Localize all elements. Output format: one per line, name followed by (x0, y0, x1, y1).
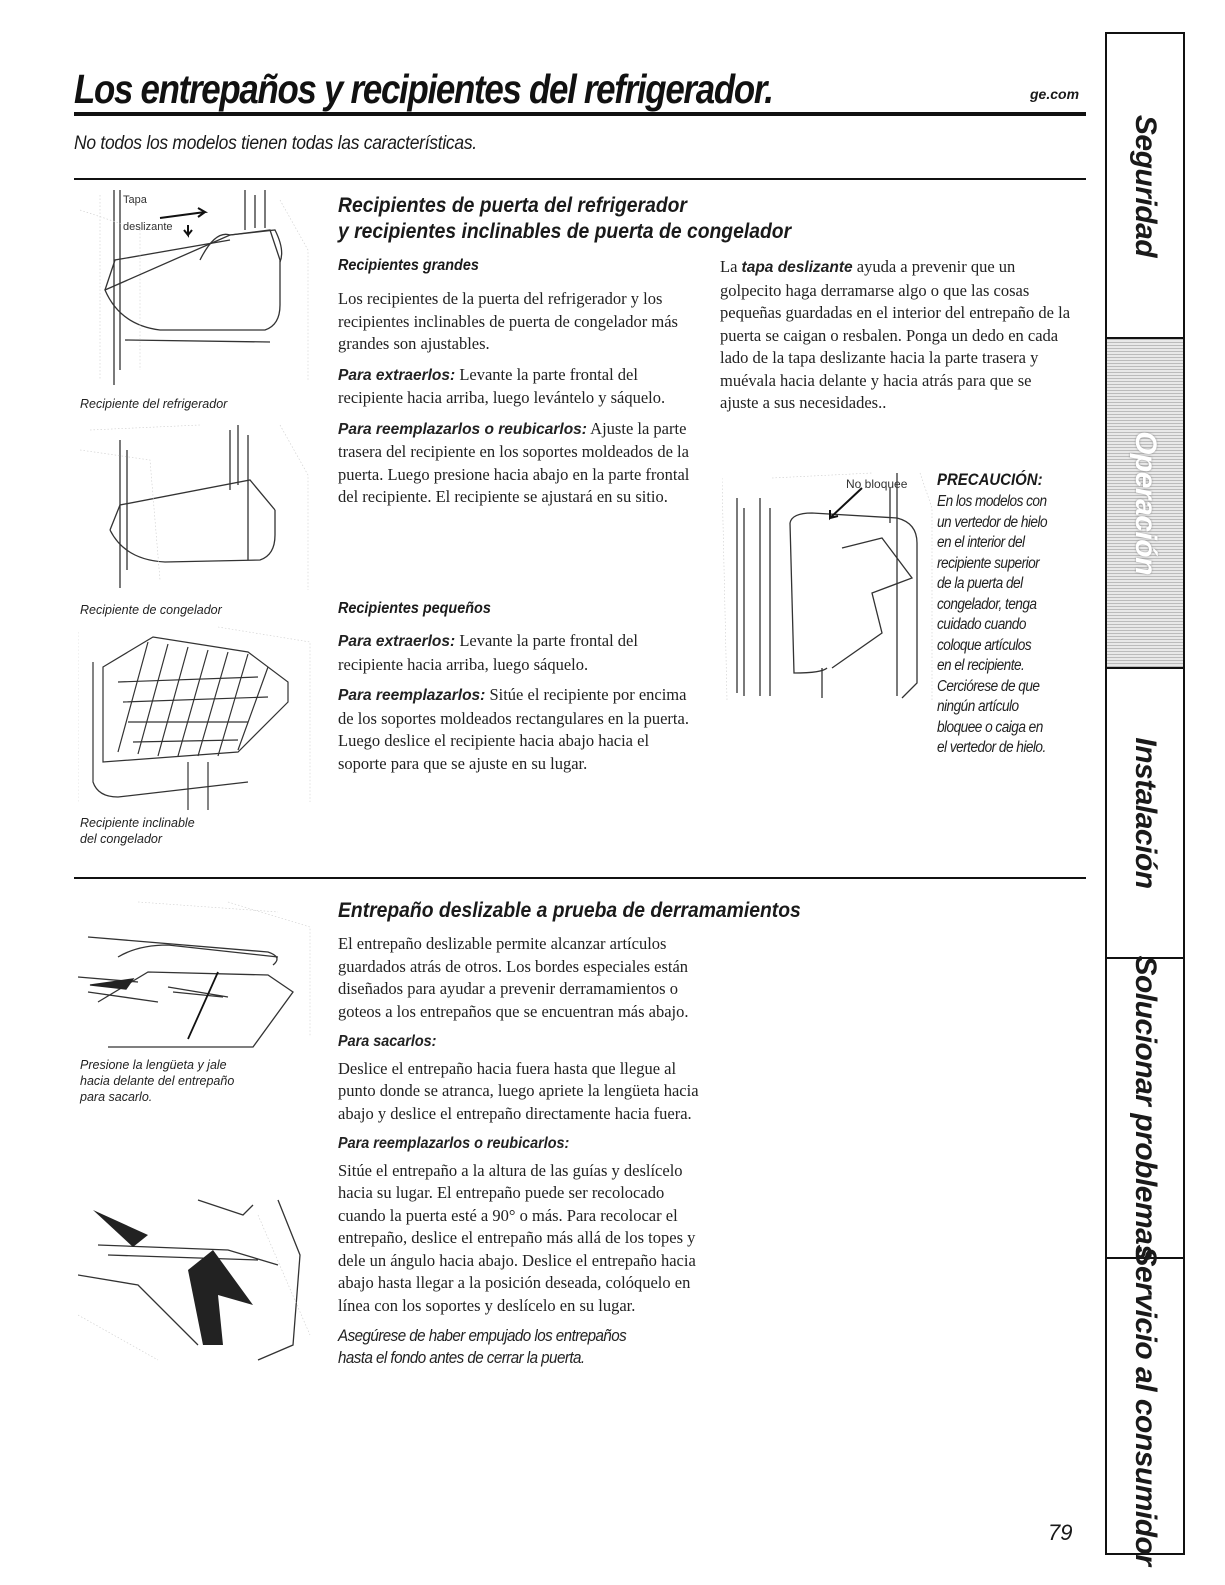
caption-line: Presione la lengüeta y jale (80, 1058, 227, 1072)
large-bins-replace (338, 418, 690, 509)
remove-heading: Para sacarlos: (338, 1033, 437, 1050)
large-replace-text: Ajuste la parte trasera del recipiente en los soportes moldeados de la puerta. Luego presione hacia abajo en la parte frontal del recipiente. El recipiente se ajustará en su sitio. (338, 418, 690, 506)
freezer-bin-illustration (80, 420, 310, 595)
section2-intro: El entrepaño deslizable permite alcanzar artículos guardados atrás de otros. Los bordes especiales están diseñados para ayudar a prevenir derramamientos o goteos a los entrepaños que se encuentran más abajo. (338, 934, 689, 1021)
caption-tilt-bin-line2: del congelador (80, 832, 163, 846)
caution-line: Cerciórese de que (937, 677, 1040, 695)
small-bins-replace (338, 684, 698, 775)
caution-block (937, 470, 1087, 759)
tab-label: Instalación (1129, 737, 1162, 889)
large-bins-remove (338, 364, 690, 410)
shelf-removal-illustration (78, 897, 313, 1057)
large-bins-text (338, 288, 690, 517)
caution-line: cuidado cuando (937, 616, 1026, 633)
tab-label: Seguridad (1129, 114, 1162, 257)
ice-dispenser-illustration (722, 468, 934, 706)
caution-line: ningún artículo (937, 698, 1019, 715)
caution-line: En los modelos con (937, 493, 1047, 510)
note-line: hasta el fondo antes de cerrar la puerta. (338, 1349, 585, 1367)
tab-label: Operación (1129, 431, 1162, 575)
caption-line: para sacarlo. (80, 1090, 153, 1104)
caution-line: bloquee o caiga en (937, 718, 1043, 736)
caption-refrigerator-bin: Recipiente del refrigerador (80, 397, 228, 411)
sliding-cover-prefix: La (720, 257, 742, 276)
caution-line: congelador, tenga (937, 595, 1037, 613)
small-bins-remove (338, 630, 698, 676)
remove-text: Deslice el entrepaño hacia fuera hasta que llegue al punto donde se atranca, luego apriete la lengüeta hacia abajo y deslice el entrepaño directamente hacia fuera. (338, 1058, 699, 1123)
sliding-cover-text (720, 256, 1070, 423)
caption-tilt-bin (80, 815, 195, 847)
page-number: 79 (1048, 1520, 1073, 1545)
section1-heading-line1: Recipientes de puerta del refrigerador (338, 194, 687, 217)
tab-solucionar-problemas[interactable] (1107, 955, 1183, 1261)
caution-line: en el recipiente. (937, 657, 1025, 674)
site-url: ge.com (1030, 86, 1080, 102)
small-replace-label: Para reemplazarlos: (338, 687, 486, 704)
caution-line: recipiente superior (937, 554, 1040, 572)
section1-heading-line2: y recipientes inclinables de puerta de congelador (338, 220, 792, 243)
page-title: Los entrepaños y recipientes del refrigerador. (74, 66, 773, 112)
caution-line: un vertedor de hielo (937, 513, 1048, 531)
shelf-replace-illustration (78, 1195, 313, 1365)
tab-seguridad[interactable] (1107, 34, 1183, 339)
note-line: Asegúrese de haber empujado los entrepaños (338, 1327, 627, 1345)
small-bins-text (338, 630, 698, 783)
small-bins-heading: Recipientes pequeños (338, 600, 491, 617)
small-replace-text: Sitúe el recipiente por encima de los soportes moldeados rectangulares en la puerta. Luego deslice el recipiente hacia abajo hacia el soporte para que se ajuste en su lugar. (338, 685, 689, 773)
replace-heading: Para reemplazarlos o reubicarlos: (338, 1135, 570, 1152)
section2-rule (74, 877, 1086, 879)
section2-text (338, 933, 703, 1369)
caution-line: coloque artículos (937, 636, 1032, 654)
section1-rule (74, 178, 1086, 180)
caption-shelf-removal (80, 1057, 280, 1105)
title-rule (74, 112, 1086, 116)
caption-line: hacia delante del entrepaño (80, 1074, 235, 1088)
small-remove-text: Levante la parte frontal del recipiente hacia arriba, luego sáquelo. (338, 631, 638, 674)
tab-instalacion[interactable] (1107, 669, 1183, 959)
label-no-bloquee: No bloquee (846, 477, 908, 491)
tab-label: Solucionar problemas (1129, 955, 1162, 1261)
caption-tilt-bin-line1: Recipiente inclinable (80, 816, 195, 830)
large-remove-text: Levante la parte frontal del recipiente hacia arriba, luego levántelo y sáquelo. (338, 364, 666, 407)
large-bins-intro: Los recipientes de la puerta del refrigerador y los recipientes inclinables de puerta de congelador más grandes son ajustables. (338, 289, 678, 353)
caption-freezer-bin: Recipiente de congelador (80, 603, 222, 617)
caution-line: de la puerta del (937, 575, 1023, 592)
section2-heading: Entrepaño deslizable a prueba de derramamientos (338, 899, 801, 922)
caution-heading: PRECAUCIÓN: (937, 470, 1043, 489)
sliding-cover-body: ayuda a prevenir que un golpecito haga derramarse algo o que las cosas pequeñas guardadas en el interior del entrepaño de la puerta se caigan o resbalen. Ponga un dedo en cada lado de la tapa deslizante hacia la parte trasera y muévala hacia delante y hacia atrás para que se ajuste a sus necesidades.. (720, 257, 1071, 412)
sliding-cover-label: tapa deslizante (741, 259, 853, 276)
section2-note (338, 1325, 674, 1369)
replace-text: Sitúe el entrepaño a la altura de las guías y deslícelo hacia su lugar. El entrepaño puede ser recolocado cuando la puerta esté a 90° o más. Para recolocar el entrepaño, deslice el entrepaño más allá de los topes y dele un ángulo hacia abajo. Deslice el entrepaño hacia abajo hasta llegar a la posición deseada, colóquelo en línea con los soportes y deslícelo en su lugar. (338, 1160, 696, 1315)
label-tapa: Tapa (123, 194, 147, 206)
caution-line: en el interior del (937, 534, 1025, 551)
side-tabs (1105, 32, 1185, 1566)
tab-label: Servicio al consumidor (1129, 1246, 1162, 1566)
page-subtitle: No todos los modelos tienen todas las características. (74, 133, 477, 154)
caution-lines (937, 492, 1087, 759)
label-deslizante: deslizante (123, 221, 173, 233)
large-replace-label: Para reemplazarlos o reubicarlos: (338, 420, 587, 438)
tilt-bin-illustration (78, 622, 313, 812)
large-bins-heading: Recipientes grandes (338, 257, 479, 274)
large-remove-label: Para extraerlos: (338, 366, 456, 384)
refrigerator-bin-illustration (80, 190, 310, 390)
tab-operacion[interactable] (1107, 339, 1183, 669)
small-remove-label: Para extraerlos: (338, 633, 456, 650)
tab-servicio-consumidor[interactable] (1107, 1246, 1183, 1566)
caution-line: el vertedor de hielo. (937, 739, 1046, 756)
